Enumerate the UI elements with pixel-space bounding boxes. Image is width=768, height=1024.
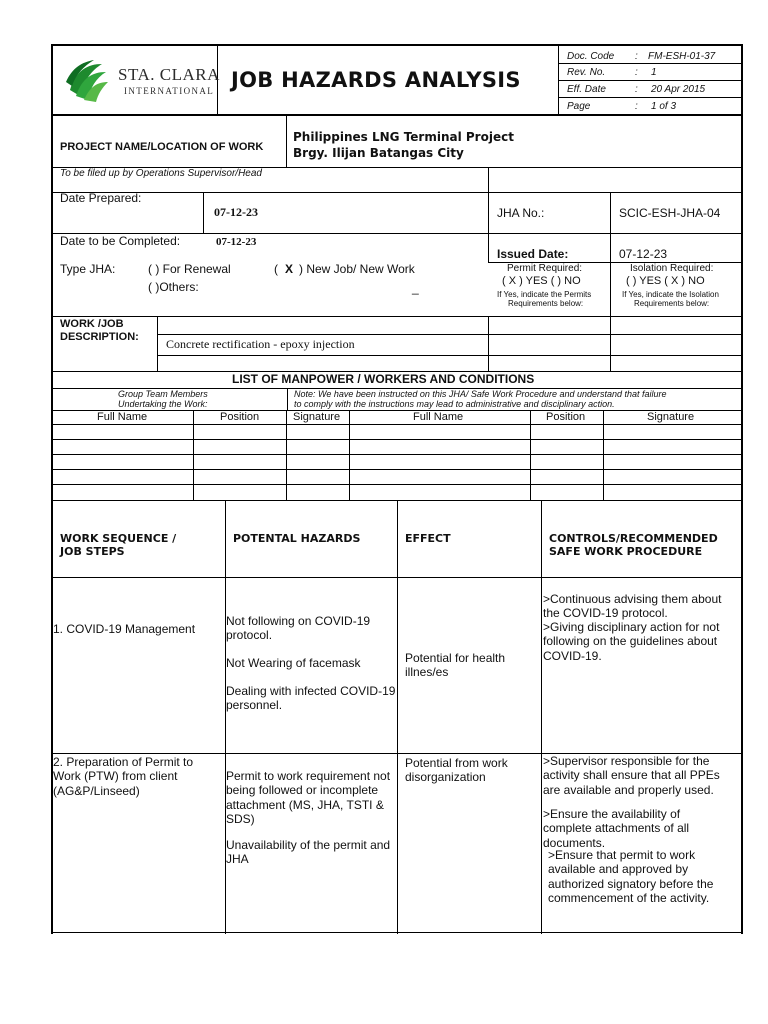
group-divider [287,389,288,411]
issued-date-value: 07-12-23 [619,247,668,261]
logo-swirl-icon [62,56,112,104]
issued-date-label: Issued Date: [497,247,569,261]
type-jha-label: Type JHA: [60,262,116,276]
permit-note-1: If Yes, indicate the Permits [497,290,592,299]
doc-code-value: FM-ESH-01-37 [648,51,716,62]
row2-hazard-2: Unavailability of the permit and JHA [226,838,391,867]
date-prepared-label: Date Prepared: [60,191,142,205]
page-title: JOB HAZARDS ANALYSIS [231,68,521,92]
dates-divider-3 [610,193,611,316]
row1-hazard-3: Dealing with infected COVID-19 personnel. [226,684,396,713]
manpower-title: LIST OF MANPOWER / WORKERS AND CONDITIONS [232,372,535,386]
permit-required-title: Permit Required: [507,263,583,274]
manpower-grid-h [51,469,743,470]
row1-step: 1. COVID-19 Management [53,622,196,636]
row1-hazard-1: Not following on COVID-19 protocol. [226,614,371,643]
doc-code-sep: : [635,51,638,62]
note-bottom [51,192,743,193]
project-label: PROJECT NAME/LOCATION OF WORK [60,141,264,153]
jha-header-bottom [51,577,743,578]
jha-row-bottom [51,932,743,933]
isolation-required-options[interactable]: ( ) YES ( X ) NO [626,275,705,287]
permit-required-options[interactable]: ( X ) YES ( ) NO [502,275,581,287]
row2-step: 2. Preparation of Permit to Work (PTW) from client (AG&P/Linseed) [53,755,194,798]
work-row-line [157,355,743,356]
permit-note-2: Requirements below: [508,299,584,308]
project-location: Brgy. Ilijan Batangas City [293,146,464,160]
header-controls: CONTROLS/RECOMMENDED SAFE WORK PROCEDURE [549,532,718,559]
rev-no-label: Rev. No. [567,67,606,78]
jha-col-divider [225,500,226,934]
page-label: Page [567,101,591,112]
row2-control-3: >Ensure that permit to work available and approved by authorized signatory before the commencement of the activity. [548,848,714,906]
row2-effect: Potential from work disorganization [405,756,508,785]
page-sep: : [635,101,638,112]
col-full-name-1: Full Name [97,411,148,423]
header-bottom [51,114,743,116]
eff-date-sep: : [635,84,638,95]
col-position-2: Position [546,411,586,423]
header-effect: EFFECT [405,532,451,545]
logo-sub: INTERNATIONAL [124,86,215,96]
eff-date-value: 20 Apr 2015 [651,84,706,95]
jha-col-divider [541,500,542,934]
header-work-sequence: WORK SEQUENCE / JOB STEPS [60,532,177,559]
manpower-grid-h [51,424,743,425]
isolation-note-1: If Yes, indicate the Isolation [622,290,719,299]
project-name: Philippines LNG Terminal Project [293,130,514,144]
row1-control-1: >Continuous advising them about the COVID-19 protocol. [543,592,722,621]
doc-info-row-line [558,63,742,64]
header-divider-2 [558,44,559,114]
doc-info-row-line [558,97,742,98]
group-bottom [51,410,743,411]
col-position-1: Position [220,411,260,423]
manpower-grid-h [51,484,743,485]
dates-divider-1 [203,193,204,233]
fill-note: To be filed up by Operations Supervisor/Head [60,168,262,179]
date-complete-value: 07-12-23 [216,236,257,248]
type-renewal-option[interactable]: ( ) For Renewal [148,262,231,276]
manpower-note-2: to comply with the instructions may lead to administrative and disciplinary action. [294,399,615,409]
group-label-1: Group Team Members [118,389,208,399]
doc-info-row-line [558,80,742,81]
outer-border-right [741,44,743,934]
work-description: Concrete rectification - epoxy injection [166,337,355,351]
work-divider-2 [488,317,489,372]
row1-control-2: >Giving disciplinary action for not following on the guidelines about COVID-19. [543,620,720,663]
outer-border-left [51,44,53,934]
manpower-note-1: Note: We have been instructed on this JHA/ Safe Work Procedure and understand that failure [294,389,667,399]
date-complete-label: Date to be Completed: [60,234,181,248]
col-signature-1: Signature [293,411,341,423]
type-new-open: ( [274,262,278,276]
note-divider [488,168,489,192]
project-divider [286,115,287,167]
header-potential-hazards: POTENTAL HAZARDS [233,532,361,545]
type-new-option[interactable]: ) New Job/ New Work [299,262,415,276]
manpower-grid-h [51,454,743,455]
logo-name: STA. CLARA [118,65,220,84]
jha-no-label: JHA No.: [497,206,545,220]
company-logo [62,56,220,104]
rev-no-value: 1 [651,67,657,78]
row1-hazard-2: Not Wearing of facemask [226,656,361,670]
others-blank: _ [412,281,419,295]
rev-no-sep: : [635,67,638,78]
work-label-2: DESCRIPTION: [60,331,139,343]
doc-code-label: Doc. Code [567,51,615,62]
page-value: 1 of 3 [651,101,677,112]
outer-border-top [51,44,743,46]
jha-col-divider [397,500,398,934]
type-new-mark[interactable]: X [285,262,294,276]
group-label-2: Undertaking the Work: [118,399,208,409]
col-signature-2: Signature [647,411,695,423]
row2-control-2: >Ensure the availability of complete attachments of all documents. [543,807,690,850]
isolation-required-title: Isolation Required: [630,263,714,274]
manpower-grid-h [51,439,743,440]
row2-control-1: >Supervisor responsible for the activity shall ensure that all PPEs are available and properly used. [543,754,720,797]
isolation-note-2: Requirements below: [634,299,710,308]
date-prepared-value: 07-12-23 [214,205,258,219]
row2-hazard-1: Permit to work requirement not being followed or incomplete attachment (MS, JHA, TSTI & SDS) [226,769,391,827]
work-divider-1 [157,317,158,372]
jha-no-value: SCIC-ESH-JHA-04 [619,206,721,220]
work-divider-3 [610,317,611,372]
col-full-name-2: Full Name [413,411,464,423]
dates-divider-2 [488,193,489,263]
type-others-option[interactable]: ( )Others: [148,280,199,294]
type-bottom [51,316,743,317]
work-label-1: WORK /JOB [60,318,124,330]
row1-effect: Potential for health illnes/es [405,651,506,680]
eff-date-label: Eff. Date [567,84,606,95]
work-row-line [157,334,743,335]
